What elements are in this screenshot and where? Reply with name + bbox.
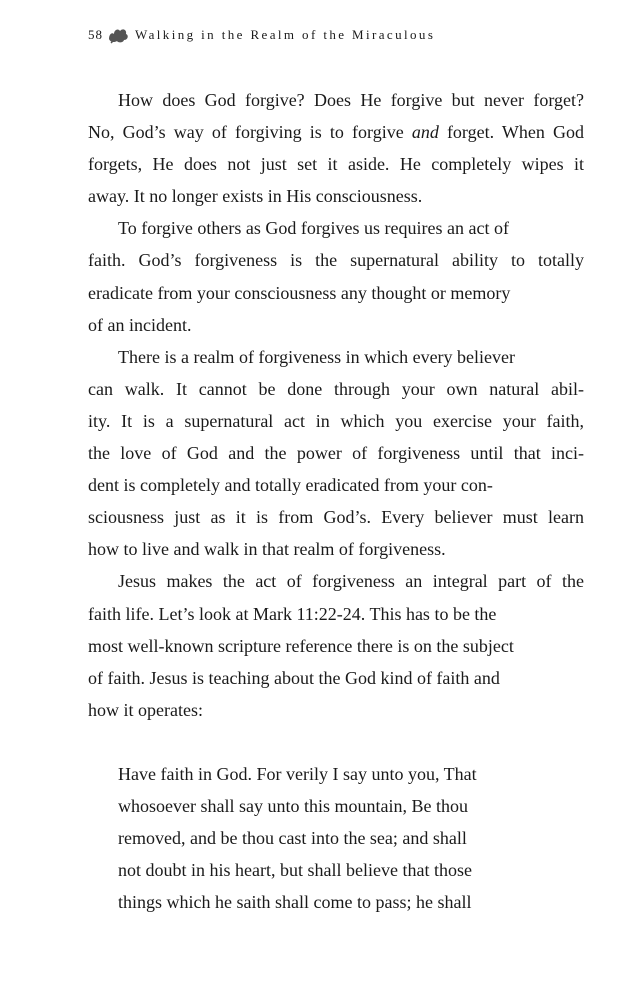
paragraph-1: [88, 84, 584, 212]
quote-line: Have faith in God. For verily I say unto you, That: [118, 763, 477, 784]
text-line: dent is completely and totally eradicated from your con-: [88, 475, 493, 496]
leaf-cluster-icon: [107, 26, 129, 44]
text-line: [88, 116, 584, 148]
body-text: [88, 84, 584, 918]
quote-line: things which he saith shall come to pass; he shall: [118, 892, 472, 913]
text-line: Jesus makes the act of forgiveness an integral part of the: [118, 571, 584, 592]
emphasis-word: and: [411, 122, 439, 143]
text-line: of an incident.: [88, 314, 192, 335]
running-header: [88, 24, 435, 46]
text-line: sciousness just as it is from God’s. Every believer must learn: [88, 507, 584, 528]
page-number: 58: [88, 27, 103, 42]
paragraph-2: [88, 212, 584, 340]
text-line: faith life. Let’s look at Mark 11:22-24. This has to be the: [88, 603, 497, 624]
text-line: most well-known scripture reference there is on the subject: [88, 635, 514, 656]
text-line: how to live and walk in that realm of forgiveness.: [88, 539, 446, 560]
text-line: faith. God’s forgiveness is the supernatural ability to totally: [88, 250, 584, 271]
quote-line: removed, and be thou cast into the sea; and shall: [118, 828, 467, 849]
text-line: forgets, He does not just set it aside. He completely wipes it: [88, 154, 584, 175]
text-segment: forget. When God: [438, 122, 584, 143]
text-segment: No, God’s way of forgiving is to forgive: [88, 122, 412, 143]
paragraph-4: [88, 565, 584, 725]
blank-line: [88, 726, 584, 758]
text-line: how it operates:: [88, 699, 203, 720]
text-line: the love of God and the power of forgiveness until that inci-: [88, 443, 584, 464]
text-line: ity. It is a supernatural act in which you exercise your faith,: [88, 410, 584, 431]
text-line: There is a realm of forgiveness in which every believer: [118, 346, 516, 367]
text-line: of faith. Jesus is teaching about the God kind of faith and: [88, 667, 500, 688]
scripture-quote: [88, 758, 584, 918]
text-line: away. It no longer exists in His consciousness.: [88, 186, 423, 207]
quote-line: whosoever shall say unto this mountain, Be thou: [118, 796, 468, 817]
paragraph-3: [88, 341, 584, 566]
running-title: Walking in the Realm of the Miraculous: [135, 27, 436, 42]
quote-line: not doubt in his heart, but shall believe that those: [118, 860, 472, 881]
text-line: eradicate from your consciousness any thought or memory: [88, 282, 511, 303]
text-line: How does God forgive? Does He forgive but never forget?: [118, 90, 584, 110]
text-line: can walk. It cannot be done through your own natural abil-: [88, 378, 584, 399]
text-line: To forgive others as God forgives us requires an act of: [118, 218, 509, 239]
